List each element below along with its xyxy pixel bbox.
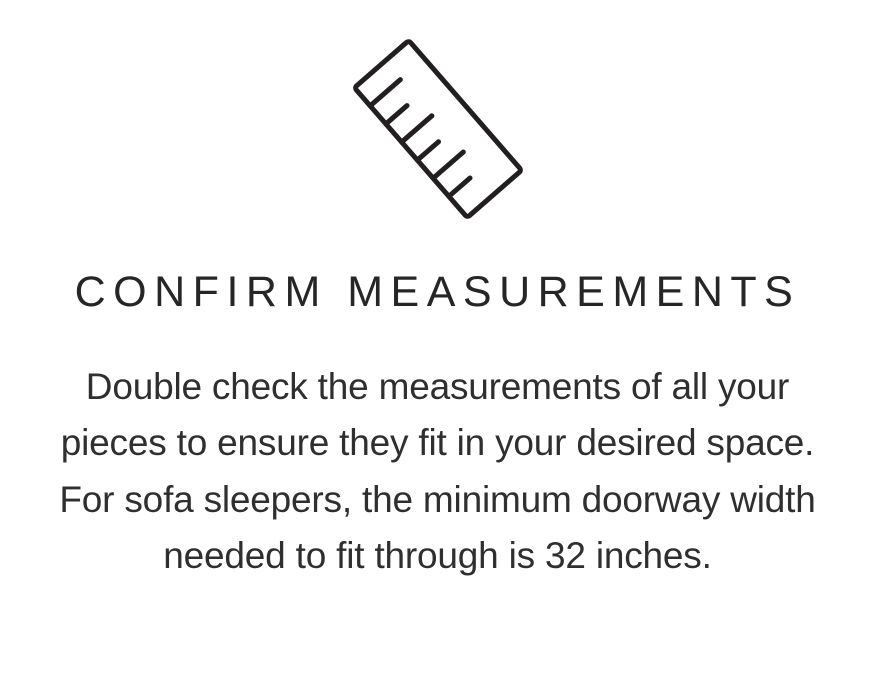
icon-container xyxy=(28,24,847,234)
ruler-icon xyxy=(338,39,538,219)
page-title: CONFIRM MEASUREMENTS xyxy=(74,268,801,316)
body-paragraph: Double check the measurements of all your pieces to ensure they fit in your desired space. For sofa sleepers, the minimum doorway width needed to fit through is 32 inches. xyxy=(59,366,816,576)
